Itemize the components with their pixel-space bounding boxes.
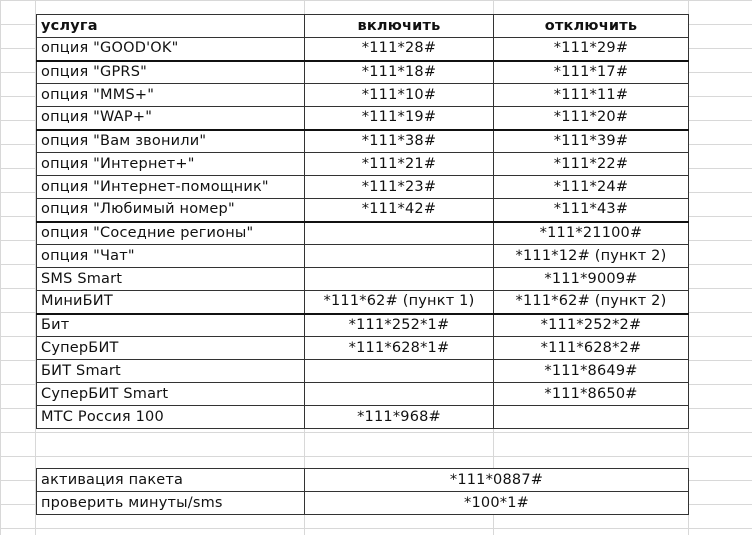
- table-row: [37, 38, 689, 61]
- cell-enable[interactable]: *111*21#: [305, 153, 494, 176]
- cell-disable[interactable]: *111*11#: [494, 84, 689, 107]
- cell-service[interactable]: опция "GPRS": [37, 61, 305, 84]
- table-row: [37, 314, 689, 337]
- cell-disable[interactable]: *111*628*2#: [494, 337, 689, 360]
- ussd-codes-table: [36, 14, 689, 429]
- cell-disable[interactable]: [494, 406, 689, 429]
- cell-enable[interactable]: *111*38#: [305, 130, 494, 153]
- cell-disable[interactable]: *111*43#: [494, 199, 689, 222]
- cell-service[interactable]: опция "Интернет+": [37, 153, 305, 176]
- package-row: [37, 469, 689, 492]
- cell-service[interactable]: опция "Вам звонили": [37, 130, 305, 153]
- table-row: [37, 245, 689, 268]
- cell-disable[interactable]: *111*20#: [494, 107, 689, 130]
- cell-service[interactable]: Бит: [37, 314, 305, 337]
- cell-enable[interactable]: *111*10#: [305, 84, 494, 107]
- header-service[interactable]: услуга: [37, 15, 305, 38]
- cell-enable[interactable]: [305, 268, 494, 291]
- table-row: [37, 130, 689, 153]
- cell-service[interactable]: опция "Чат": [37, 245, 305, 268]
- cell-enable[interactable]: *111*28#: [305, 38, 494, 61]
- cell-enable[interactable]: *111*968#: [305, 406, 494, 429]
- package-row: [37, 492, 689, 515]
- cell-service[interactable]: опция "Любимый номер": [37, 199, 305, 222]
- cell-disable[interactable]: *111*24#: [494, 176, 689, 199]
- table-row: [37, 222, 689, 245]
- table-row: [37, 61, 689, 84]
- table-row: [37, 268, 689, 291]
- package-table: [36, 468, 689, 515]
- cell-disable[interactable]: *111*8649#: [494, 360, 689, 383]
- cell-enable[interactable]: *111*62# (пункт 1): [305, 291, 494, 314]
- cell-enable[interactable]: *111*628*1#: [305, 337, 494, 360]
- cell-service[interactable]: опция "MMS+": [37, 84, 305, 107]
- table-row: [37, 360, 689, 383]
- table-row: [37, 199, 689, 222]
- cell-disable[interactable]: *111*9009#: [494, 268, 689, 291]
- cell-enable[interactable]: *111*18#: [305, 61, 494, 84]
- cell-disable[interactable]: *111*8650#: [494, 383, 689, 406]
- table-row: [37, 406, 689, 429]
- cell-disable[interactable]: *111*21100#: [494, 222, 689, 245]
- cell-package-code[interactable]: *111*0887#: [305, 469, 689, 492]
- cell-service[interactable]: опция "GOOD'OK": [37, 38, 305, 61]
- cell-disable[interactable]: *111*39#: [494, 130, 689, 153]
- cell-service[interactable]: СуперБИТ Smart: [37, 383, 305, 406]
- cell-disable[interactable]: *111*29#: [494, 38, 689, 61]
- cell-enable[interactable]: [305, 222, 494, 245]
- cell-service[interactable]: МиниБИТ: [37, 291, 305, 314]
- cell-enable[interactable]: [305, 383, 494, 406]
- cell-service[interactable]: СуперБИТ: [37, 337, 305, 360]
- cell-disable[interactable]: *111*12# (пункт 2): [494, 245, 689, 268]
- cell-package-code[interactable]: *100*1#: [305, 492, 689, 515]
- header-disable[interactable]: отключить: [494, 15, 689, 38]
- cell-package-label[interactable]: активация пакета: [37, 469, 305, 492]
- cell-enable[interactable]: *111*19#: [305, 107, 494, 130]
- cell-enable[interactable]: [305, 245, 494, 268]
- cell-enable[interactable]: *111*42#: [305, 199, 494, 222]
- table-row: [37, 337, 689, 360]
- cell-disable[interactable]: *111*17#: [494, 61, 689, 84]
- cell-service[interactable]: МТС Россия 100: [37, 406, 305, 429]
- cell-enable[interactable]: *111*252*1#: [305, 314, 494, 337]
- cell-enable[interactable]: *111*23#: [305, 176, 494, 199]
- cell-disable[interactable]: *111*62# (пункт 2): [494, 291, 689, 314]
- header-enable[interactable]: включить: [305, 15, 494, 38]
- cell-disable[interactable]: *111*22#: [494, 153, 689, 176]
- table-header-row: [37, 15, 689, 38]
- table-row: [37, 291, 689, 314]
- table-row: [37, 176, 689, 199]
- table-row: [37, 383, 689, 406]
- cell-enable[interactable]: [305, 360, 494, 383]
- cell-service[interactable]: опция "Соседние регионы": [37, 222, 305, 245]
- cell-disable[interactable]: *111*252*2#: [494, 314, 689, 337]
- table-row: [37, 153, 689, 176]
- cell-service[interactable]: опция "WAP+": [37, 107, 305, 130]
- cell-service[interactable]: опция "Интернет-помощник": [37, 176, 305, 199]
- cell-service[interactable]: SMS Smart: [37, 268, 305, 291]
- table-row: [37, 107, 689, 130]
- table-row: [37, 84, 689, 107]
- cell-service[interactable]: БИТ Smart: [37, 360, 305, 383]
- cell-package-label[interactable]: проверить минуты/sms: [37, 492, 305, 515]
